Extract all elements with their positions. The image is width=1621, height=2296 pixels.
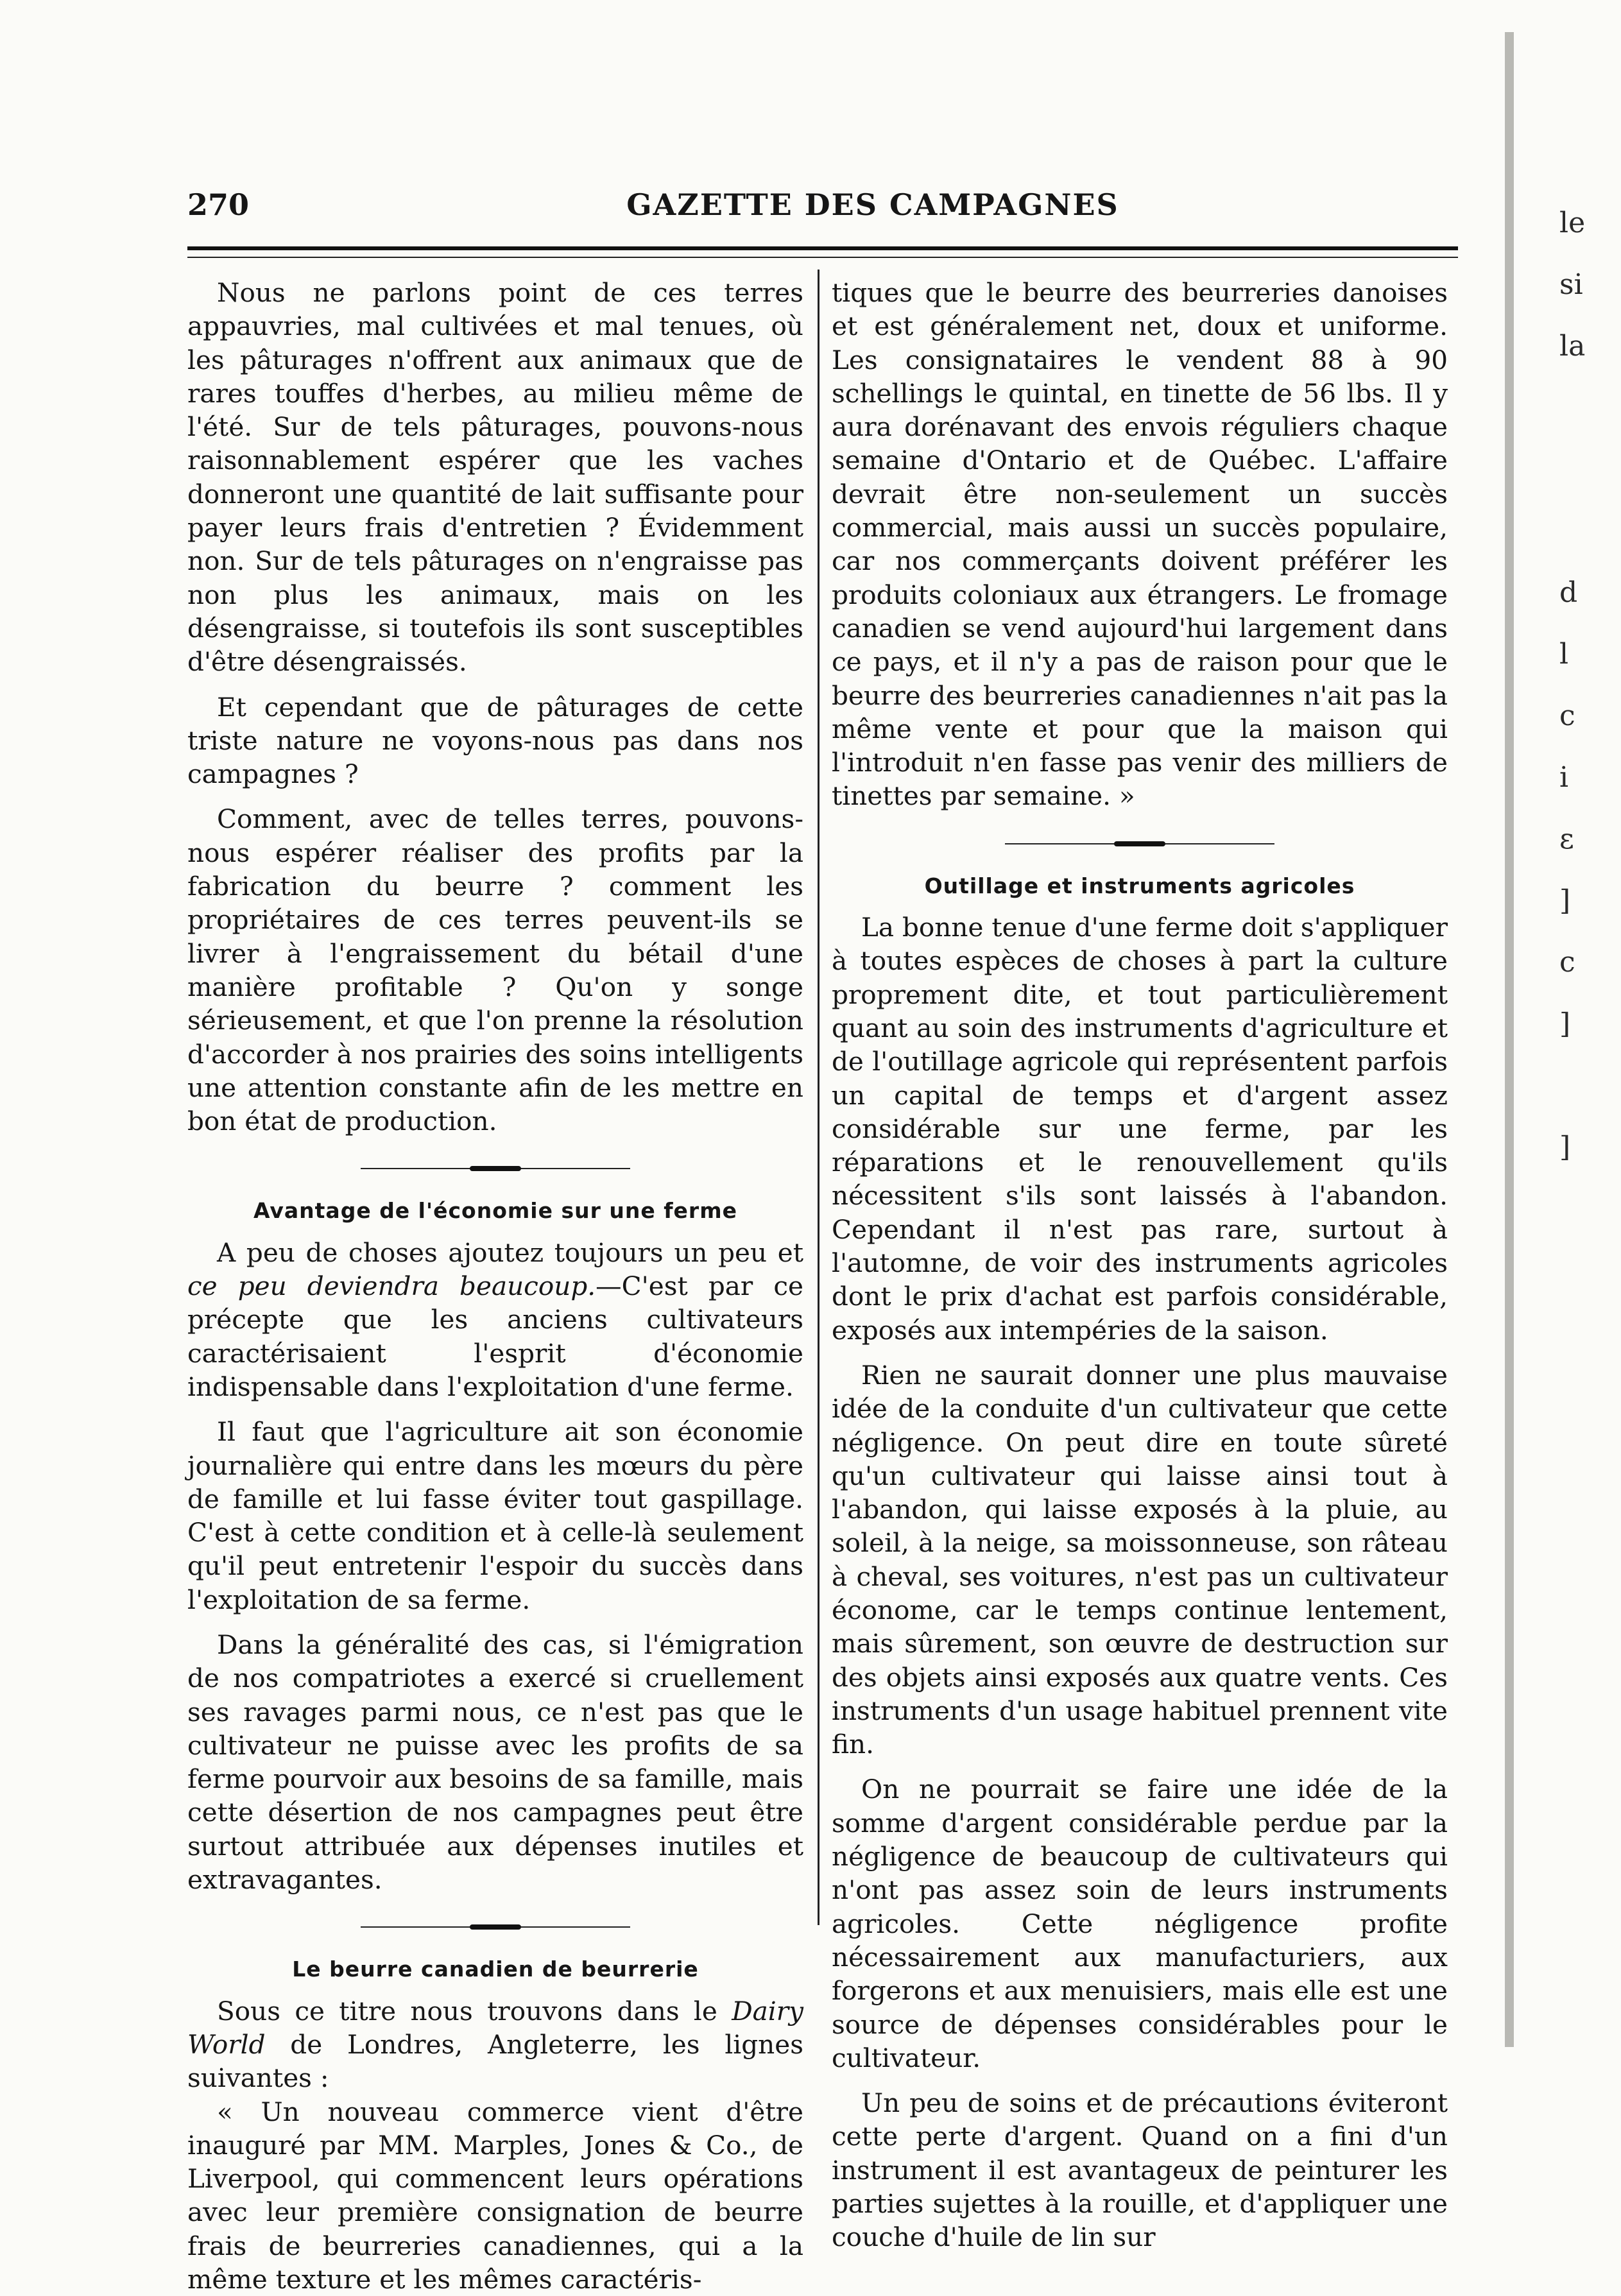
heading-beurre-canadien: Le beurre canadien de beurrerie [292, 1957, 699, 1982]
paragraph-somme-argent: On ne pourrait se faire une idée de la somme d'argent considérable perdue par la négligence de beaucoup de cultivateurs qui n'ont pas assez soin de leurs instruments agricoles. Cette négligence profite nécessairement aux manufacturiers, aux forgerons et aux menuisiers, mais elle est une source de dépenses considérables pour le cultivateur. [832, 1774, 1448, 2073]
fragment-line: ε [1559, 823, 1574, 855]
paragraph-emigration: Dans la généralité des cas, si l'émigration de nos compatriotes a exercé si cruellement ses ravages parmi nous, ce n'est pas que le cultivateur ne puisse avec les profits de sa ferme pourvoir aux besoins de sa famille, mais cette désertion de nos campagnes peut être surtout attribuée aux dépenses inutiles et extravagantes. [187, 1629, 803, 1896]
text-run: de Londres, Angleterre, les lignes suivantes : [187, 2028, 803, 2094]
paragraph-sad-pastures: Et cependant que de pâturages de cette triste nature ne voyons-nous pas dans nos campagnes ? [187, 691, 803, 790]
fragment-line: l [1559, 638, 1569, 671]
page-number: 270 [187, 187, 250, 222]
scanned-page-margin-shadow [1505, 32, 1514, 2047]
section-divider [1005, 841, 1274, 846]
fragment-line: le [1559, 207, 1586, 239]
fragment-line [1559, 377, 1611, 439]
paragraph-economie-journaliere: Il faut que l'agriculture ait son économie journalière qui entre dans les mœurs du père de famille et lui fasse éviter tout gaspillage. C'est à cette condition et à celle-là seulement qu'il peut entretenir l'espoir du succès dans l'exploitation de sa ferme. [187, 1416, 803, 1615]
header-rule-thick [187, 246, 1458, 250]
fragment-line [1559, 501, 1611, 562]
heading-economie: Avantage de l'économie sur une ferme [253, 1198, 737, 1224]
next-page-fragment [1559, 193, 1611, 1178]
fragment-line: ] [1559, 1007, 1571, 1040]
heading-outillage: Outillage et instruments agricoles [924, 873, 1355, 898]
fragment-line: ] [1559, 1131, 1571, 1163]
fragment-line: c [1559, 946, 1575, 979]
paragraph-precepte [187, 1236, 803, 1403]
paragraph-butter-profits: Comment, avec de telles terres, pouvons-nous espérer réaliser des profits par la fabrication du beurre ? comment les propriétaires de ces terres peuvent-ils se livrer à l'engraissement du bétail d'une manière profitable ? Qu'on y songe sérieusement, et que l'on prenne la résolution d'accorder à nos prairies des soins intelligents une attention constante afin de les mettre en bon état de production. [187, 803, 803, 1137]
column-divider [818, 270, 819, 1925]
section-divider [361, 1166, 630, 1171]
fragment-line: d [1559, 576, 1578, 609]
paragraph-poor-pastures: Nous ne parlons point de ces terres appauvries, mal cultivées et mal tenues, où les pâturages n'offrent aux animaux que de rares touffes d'herbes, au milieu même de l'été. Sur de tels pâturages, pouvons-nous raisonnablement espérer que les vaches donneront une quantité de lait suffisante pour payer leurs frais d'entretien ? Évidemment non. Sur de tels pâturages on n'engraisse pas non plus les animaux, mais on les désengraisse, si toutefois ils sont susceptibles d'être désengraissés. [187, 277, 803, 678]
header-rule-thin [187, 257, 1458, 258]
text-run: —C'est par ce précepte que les anciens cultivateurs caractérisaient l'esprit d'économie indispensable dans l'exploitation d'une ferme. [187, 1271, 803, 1402]
paragraph-precautions: Un peu de soins et de précautions éviteront cette perte d'argent. Quand on a fini d'un instrument il est avantageux de peinturer les parties sujettes à la rouille, et d'appliquer une couche d'huile de lin sur [832, 2087, 1448, 2253]
paragraph-nouveau-commerce: « Un nouveau commerce vient d'être inauguré par MM. Marples, Jones & Co., de Liverpool, qui commencent leurs opérations avec leur première consignation de beurre frais de beurreries canadiennes, qui a la même texture et les mêmes caractéris- [187, 2096, 803, 2295]
fragment-line: si [1559, 268, 1583, 301]
running-title: GAZETTE DES CAMPAGNES [626, 187, 1119, 222]
fragment-line: c [1559, 699, 1575, 732]
italic-title: Dairy World [187, 1995, 803, 2060]
fragment-line: i [1559, 761, 1569, 794]
paragraph-danish-butter: tiques que le beurre des beurreries danoises et est généralement net, doux et uniforme. Les consignataires le vendent 88 à 90 schellings le quintal, en tinette de 56 lbs. Il y aura dorénavant des envois réguliers chaque semaine d'Ontario et de Québec. L'affaire devrait être non-seulement un succès commercial, mais aussi un succès populaire, car nos commerçants doivent préférer les produits coloniaux aux étrangers. Le fromage canadien se vend aujourd'hui largement dans ce pays, et il n'y a pas de raison pour que le beurre des beurreries canadiennes n'ait pas la même vente et pour que la maison qui l'introduit n'en fasse pas venir des milliers de tinettes par semaine. » [832, 277, 1448, 812]
text-run: A peu de choses ajoutez toujours un peu et [217, 1237, 803, 1268]
fragment-line [1559, 439, 1611, 501]
italic-quote: ce peu deviendra beaucoup. [187, 1271, 596, 1302]
paragraph-dairy-world [187, 1994, 803, 2095]
fragment-line: la [1559, 330, 1586, 363]
fragment-line [1559, 1055, 1611, 1117]
section-divider [361, 1924, 630, 1930]
paragraph-negligence: Rien ne saurait donner une plus mauvaise idée de la conduite d'un cultivateur que cette négligence. On peut dire en toute sûreté qu'un cultivateur qui laisse ainsi tout à l'abandon, qui laisse exposés à la pluie, au soleil, à la neige, sa moissonneuse, son râteau à cheval, ses voitures, n'est pas un cultivateur économe, car le temps continue lentement, mais sûrement, son œuvre de destruction sur des objets ainsi exposés aux quatre vents. Ces instruments d'un usage habituel prennent vite fin. [832, 1359, 1448, 1760]
fragment-line: ] [1559, 884, 1571, 917]
paragraph-bonne-tenue: La bonne tenue d'une ferme doit s'appliquer à toutes espèces de choses à part la culture proprement dite, et tout particulièrement quant au soin des instruments d'agriculture et de l'outillage agricole qui représentent parfois un capital de temps et d'argent assez considérable sur une ferme, par les réparations et le renouvellement qu'ils nécessitent s'ils sont laissés à l'abandon. Cependant il n'est pas rare, surtout à l'automne, de voir des instruments agricoles dont le prix d'achat est parfois considérable, exposés aux intempéries de la saison. [832, 912, 1448, 1346]
right-column [832, 276, 1448, 2254]
text-run: Sous ce titre nous trouvons dans le [217, 1995, 732, 2026]
left-column [187, 276, 803, 2296]
